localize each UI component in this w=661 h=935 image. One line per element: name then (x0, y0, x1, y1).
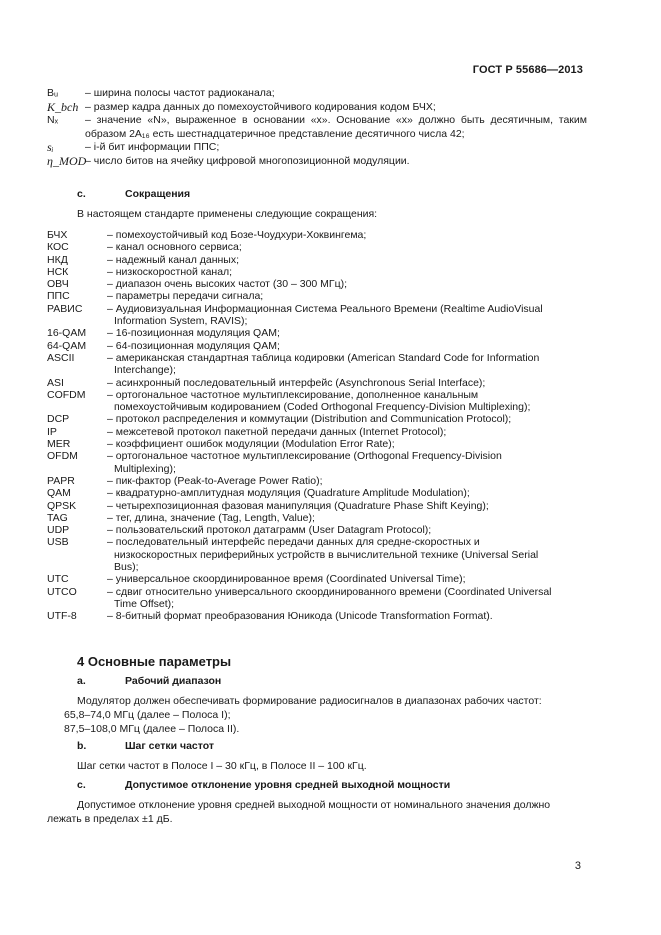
abbreviation-term: 16-QAM (47, 327, 87, 340)
symbol-definition: – ширина полосы частот радиоканала; (85, 87, 275, 99)
abbreviation-row (47, 290, 587, 302)
abbreviation-term: QAM (47, 487, 71, 500)
abbreviation-term: КОС (47, 241, 69, 254)
abbreviation-row (47, 389, 587, 414)
symbol: Nₓ (47, 114, 59, 126)
abbreviation-definition (107, 438, 587, 450)
definition-line: помехоустойчивым кодированием (Coded Orthogonal Frequency-Division Multiplexing); (114, 401, 531, 414)
definition-line: – низкоскоростной канал; (107, 265, 233, 278)
abbreviation-definition (107, 573, 587, 585)
definition-line: – четырехпозиционная фазовая манипуляция (Quadrature Phase Shift Keying); (107, 499, 489, 512)
abbreviation-definition (107, 500, 587, 512)
abbreviation-definition (107, 327, 587, 339)
definition-line: – коэффициент ошибок модуляции (Modulation Error Rate); (107, 438, 395, 451)
definition-line: – межсетевой протокол пакетной передачи данных (Internet Protocol); (107, 425, 447, 438)
abbreviation-term: РАВИС (47, 302, 83, 315)
abbreviation-definition (107, 586, 587, 611)
section-4-heading: 4 Основные параметры (77, 654, 232, 669)
abbreviation-definition (107, 512, 587, 524)
standard-header: ГОСТ Р 55686—2013 (472, 64, 583, 76)
abbreviation-row (47, 573, 587, 585)
abbreviation-definition (107, 487, 587, 499)
definition-line: – 16-позиционная модуляция QAM; (107, 327, 280, 340)
paragraph-line: Модулятор должен обеспечивать формирование радиосигналов в диапазонах рабочих частот: (77, 695, 542, 707)
definition-line: – Аудиовизуальная Информационная Система Реального Времени (Realtime AudioVisual (107, 302, 543, 315)
abbreviation-definition (107, 524, 587, 536)
subsection-c-heading (77, 779, 450, 791)
subsection-b-heading (77, 740, 214, 752)
section-title: Допустимое отклонение уровня средней выходной мощности (125, 779, 451, 791)
section-title: Сокращения (125, 188, 191, 200)
definition-line: Interchange); (114, 364, 176, 377)
symbol-definition: – i-й бит информации ППС; (85, 141, 220, 153)
section-letter: c. (77, 188, 86, 200)
subsection-c-text (47, 798, 587, 826)
symbol-row (47, 155, 587, 169)
abbreviation-term: PAPR (47, 474, 75, 487)
definition-line: – универсальное скоординированное время (Coordinated Universal Time); (107, 573, 466, 586)
section-title: Рабочий диапазон (125, 675, 222, 687)
abbreviation-list (47, 229, 587, 623)
abbreviation-term: ППС (47, 290, 70, 303)
definition-line: – квадратурно-амплитудная модуляция (Quadrature Amplitude Modulation); (107, 487, 470, 500)
definition-line: – параметры передачи сигнала; (107, 290, 264, 303)
paragraph-line: 65,8–74,0 МГц (далее – Полоса I); (64, 709, 231, 721)
section-letter: b. (77, 740, 87, 752)
definition-line: Multiplexing); (114, 462, 176, 475)
symbol-definitions (47, 87, 587, 168)
abbreviation-term: ASCII (47, 351, 75, 364)
abbreviation-definition (107, 389, 587, 414)
abbreviation-row (47, 229, 587, 241)
abbreviation-term: QPSK (47, 499, 77, 512)
symbol: Bᵤ (47, 87, 59, 99)
abbreviation-row (47, 266, 587, 278)
section-letter: a. (77, 675, 86, 687)
definition-line: – диапазон очень высоких частот (30 – 300 МГц); (107, 278, 348, 291)
abbreviation-row (47, 241, 587, 253)
symbol-row (47, 101, 587, 115)
abbreviation-definition (107, 352, 587, 377)
abbreviation-row (47, 426, 587, 438)
abbreviation-term: UDP (47, 524, 70, 537)
abbreviation-term: IP (47, 425, 57, 438)
abbreviation-row (47, 303, 587, 328)
abbreviation-row (47, 352, 587, 377)
definition-line: – ортогональное частотное мультиплексирование, дополненное канальным (107, 388, 479, 401)
section-letter: c. (77, 779, 86, 791)
abbreviation-term: USB (47, 536, 69, 549)
paragraph-line: 87,5–108,0 МГц (далее – Полоса II). (64, 723, 240, 735)
definition-line: низкоскоростных периферийных устройств в вычислительной технике (Universal Serial (114, 548, 539, 561)
abbreviation-term: UTF-8 (47, 610, 77, 623)
symbol-row (47, 141, 587, 155)
abbreviation-row (47, 254, 587, 266)
abbreviation-term: DCP (47, 413, 70, 426)
symbol-row (47, 114, 587, 141)
definition-line: – канал основного сервиса; (107, 241, 242, 254)
abbreviation-term: MER (47, 438, 71, 451)
definition-line: – тег, длина, значение (Tag, Length, Value); (107, 511, 315, 524)
abbreviation-row (47, 536, 587, 573)
abbreviation-row (47, 377, 587, 389)
abbreviation-definition (107, 377, 587, 389)
page-number: 3 (574, 860, 581, 872)
abbreviation-row (47, 413, 587, 425)
symbol-definition: – число битов на ячейку цифровой многопозиционной модуляции. (85, 154, 410, 167)
abbreviation-definition (107, 475, 587, 487)
definition-line: – ортогональное частотное мультиплексирование (Orthogonal Frequency-Division (107, 450, 502, 463)
definition-line: – асинхронный последовательный интерфейс (Asynchronous Serial Interface); (107, 376, 486, 389)
symbol: η_MOD (47, 153, 87, 168)
symbol: K_bch (47, 99, 79, 114)
definition-line: – 64-позиционная модуляция QAM; (107, 339, 280, 352)
abbreviation-row (47, 340, 587, 352)
definition-line: Bus); (114, 561, 139, 574)
abbreviation-row (47, 327, 587, 339)
definition-line: – пользовательский протокол датаграмм (User Datagram Protocol); (107, 524, 432, 537)
abbreviation-definition (107, 536, 587, 573)
abbreviation-definition (107, 340, 587, 352)
symbol-definition: – размер кадра данных до помехоустойчивого кодирования кодом БЧХ; (85, 100, 436, 113)
abbreviation-term: ASI (47, 376, 64, 389)
paragraph-line: лежать в пределах ±1 дБ. (47, 813, 173, 825)
abbreviation-definition (107, 229, 587, 241)
abbreviation-definition (107, 610, 587, 622)
abbreviation-definition (107, 413, 587, 425)
abbreviation-definition (107, 426, 587, 438)
abbreviations-heading (77, 188, 190, 200)
abbreviation-definition (107, 241, 587, 253)
subsection-b-text: Шаг сетки частот в Полосе I – 30 кГц, в Полосе II – 100 кГц. (77, 760, 367, 772)
definition-line: – американская стандартная таблица кодировки (American Standard Code for Information (107, 351, 540, 364)
symbol-definition: – значение «N», выраженное в основании «x». Основание «x» должно быть десятичным, таким образом 2A₁₆ есть шестнадцатеричное представление десятичного числа 42; (85, 114, 587, 140)
abbreviation-row (47, 500, 587, 512)
abbreviation-row (47, 586, 587, 611)
abbreviation-row (47, 450, 587, 475)
abbreviation-row (47, 524, 587, 536)
abbreviation-definition (107, 303, 587, 328)
subsection-a-heading (77, 675, 221, 687)
abbreviation-row (47, 610, 587, 622)
symbol: sᵢ (47, 140, 54, 154)
definition-line: – последовательный интерфейс передачи данных для средне-скоростных и (107, 536, 480, 549)
definition-line: Information System, RAVIS); (114, 315, 248, 328)
definition-line: – пик-фактор (Peak-to-Average Power Ratio); (107, 474, 323, 487)
abbreviation-term: НКД (47, 253, 68, 266)
definition-line: – протокол распределения и коммутации (Distribution and Communication Protocol); (107, 413, 512, 426)
abbreviation-term: COFDM (47, 388, 86, 401)
abbreviation-row (47, 487, 587, 499)
section-title: Шаг сетки частот (125, 740, 215, 752)
definition-line: Time Offset); (114, 597, 175, 610)
abbreviation-row (47, 278, 587, 290)
abbreviation-definition (107, 254, 587, 266)
subsection-a-text (64, 694, 587, 736)
definition-line: – 8-битный формат преобразования Юникода (Unicode Transformation Format). (107, 610, 493, 623)
abbreviation-row (47, 475, 587, 487)
abbreviation-term: UTCO (47, 585, 77, 598)
abbreviation-term: OFDM (47, 450, 78, 463)
definition-line: – сдвиг относительно универсального скоординированного времени (Coordinated Universal (107, 585, 552, 598)
abbreviation-definition (107, 450, 587, 475)
definition-line: – помехоустойчивый код Бозе-Чоудхури-Хоквингема; (107, 229, 367, 241)
abbreviation-row (47, 438, 587, 450)
definition-line: – надежный канал данных; (107, 253, 240, 266)
abbreviation-term: НСК (47, 265, 69, 278)
paragraph-line: Допустимое отклонение уровня средней выходной мощности от номинального значения должно (77, 799, 551, 811)
abbreviation-definition (107, 266, 587, 278)
abbreviation-term: ОВЧ (47, 278, 69, 291)
abbreviation-term: TAG (47, 511, 68, 524)
abbreviation-definition (107, 290, 587, 302)
symbol-row (47, 87, 587, 101)
abbreviations-intro: В настоящем стандарте применены следующие сокращения: (77, 208, 378, 220)
abbreviation-term: UTC (47, 573, 69, 586)
abbreviation-row (47, 512, 587, 524)
abbreviation-term: БЧХ (47, 229, 68, 241)
abbreviation-definition (107, 278, 587, 290)
abbreviation-term: 64-QAM (47, 339, 87, 352)
